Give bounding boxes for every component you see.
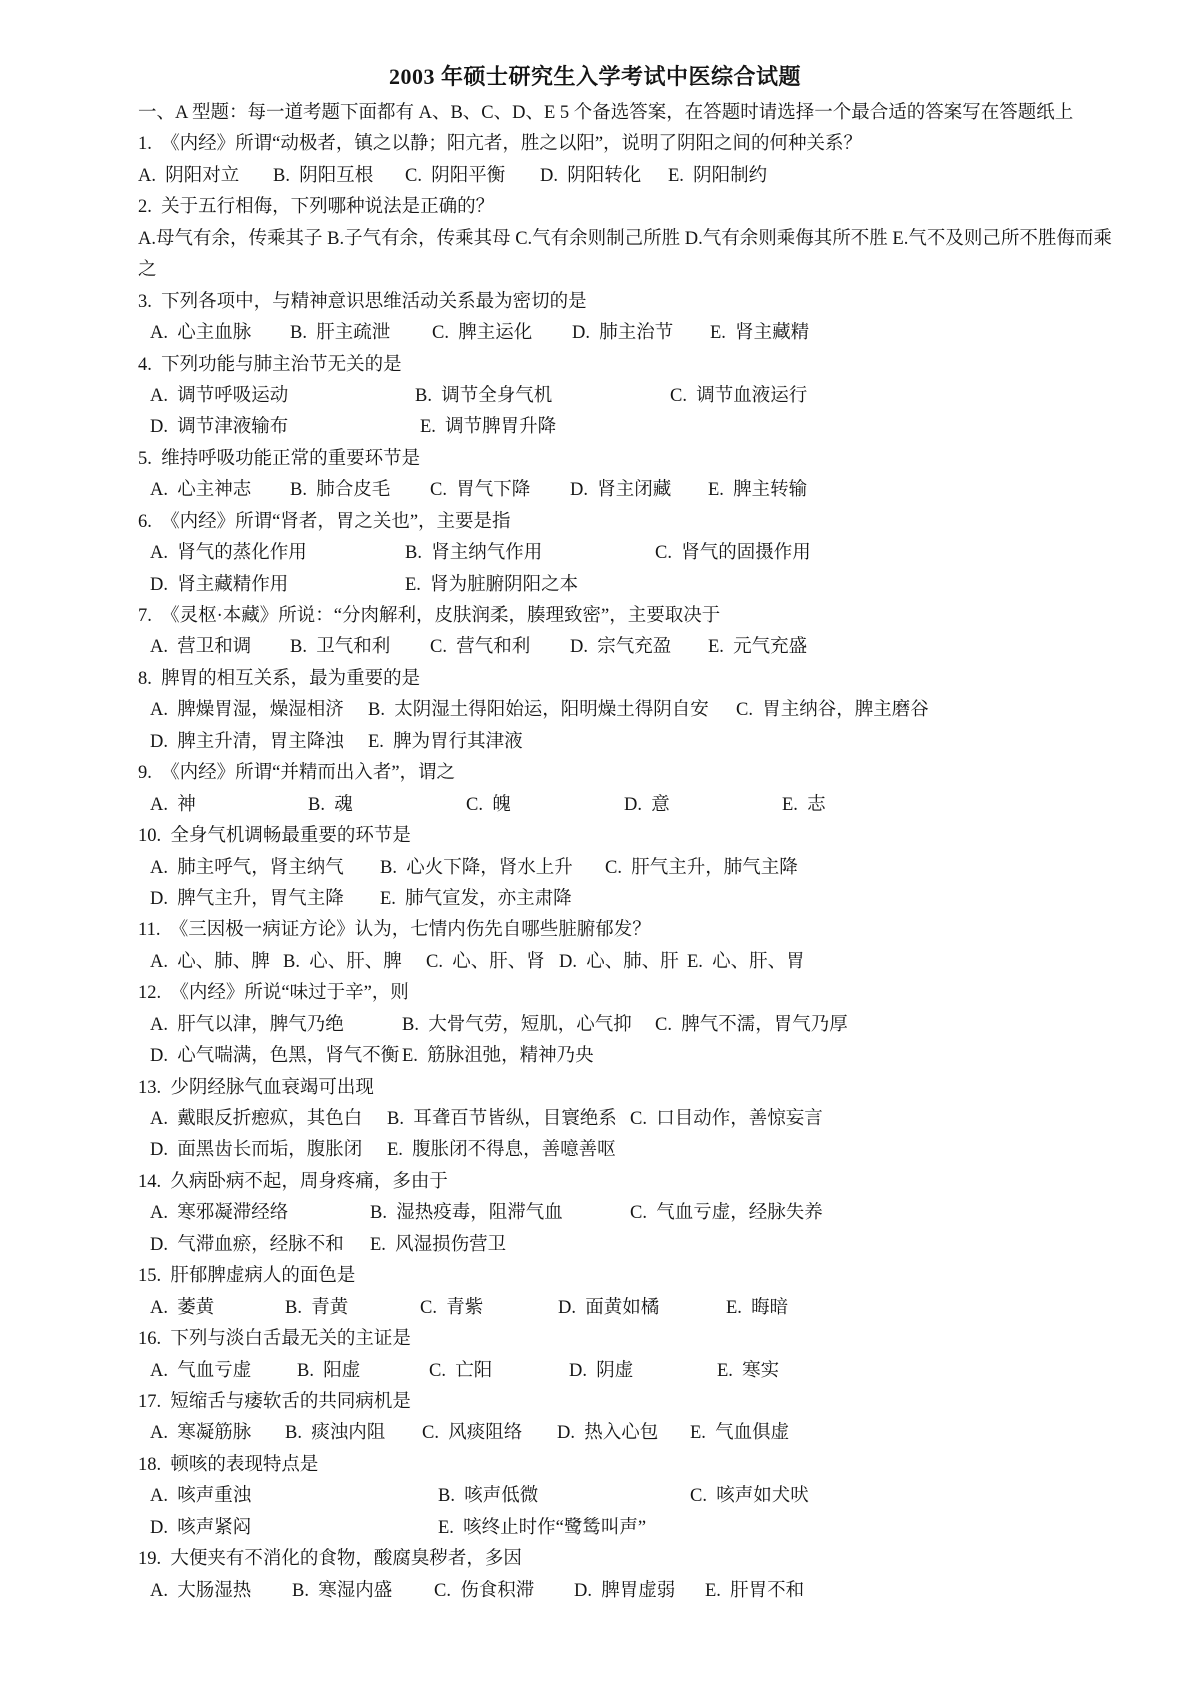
question-text: 13. 少阴经脉气血衰竭可出现 <box>138 1077 374 1098</box>
option-segment: D. 心、肺、肝 <box>559 951 679 972</box>
question-text: 16. 下列与淡白舌最无关的主证是 <box>138 1329 411 1350</box>
option-segment: A. 心主血脉 <box>150 323 252 344</box>
option-segment: E. 肝胃不和 <box>705 1580 805 1601</box>
option-line <box>138 1356 1150 1387</box>
option-segment: C. 肾气的固摄作用 <box>655 543 811 564</box>
option-segment: E. 肾为脏腑阴阳之本 <box>405 574 579 595</box>
question-text: 7. 《灵枢·本藏》所说：“分肉解利，皮肤润柔，腠理致密”，主要取决于 <box>138 606 721 626</box>
option-segment: D. 面黄如橘 <box>558 1297 660 1318</box>
option-segment: D. 咳声紧闷 <box>150 1517 252 1538</box>
option-segment: A. 寒凝筋脉 <box>150 1423 252 1444</box>
option-segment: B. 湿热疫毒，阻滞气血 <box>370 1203 563 1224</box>
option-segment: A. 神 <box>150 794 196 815</box>
option-line <box>138 161 1150 192</box>
option-segment: A. 咳声重浊 <box>150 1486 252 1507</box>
question-text: 6. 《内经》所谓“肾者，胃之关也”，主要是指 <box>138 511 511 532</box>
question-list <box>138 129 1150 1607</box>
question-text: 3. 下列各项中，与精神意识思维活动关系最为密切的是 <box>138 291 587 312</box>
option-segment: E. 腹胀闭不得息，善噫善呕 <box>387 1140 616 1161</box>
option-line <box>138 947 1150 978</box>
option-segment: C. 魄 <box>466 794 511 815</box>
option-segment: B. 青黄 <box>285 1297 349 1318</box>
option-line <box>138 381 1150 412</box>
option-line <box>138 1041 1150 1072</box>
page-title: 2003 年硕士研究生入学考试中医综合试题 <box>388 64 801 89</box>
option-line <box>138 853 1150 884</box>
option-segment: B. 肾主纳气作用 <box>405 543 543 564</box>
option-segment: D. 阴虚 <box>569 1360 634 1381</box>
question-text: 4. 下列功能与肺主治节无关的是 <box>138 354 402 375</box>
option-segment: E. 寒实 <box>717 1360 780 1381</box>
question-text: 15. 肝郁脾虚病人的面色是 <box>138 1266 356 1287</box>
option-segment: A.母气有余，传乘其子 B.子气有余，传乘其母 C.气有余则制己所胜 D.气有余则乘侮其所不胜 E.气不及则己所不胜侮而乘 <box>138 228 1112 249</box>
option-segment: A. 心主神志 <box>150 480 252 501</box>
option-segment: C. 肝气主升，肺气主降 <box>605 857 798 878</box>
question-text: 1. 《内经》所谓“动极者，镇之以静；阳亢者，胜之以阳”，说明了阴阳之间的何种关系？ <box>138 134 863 155</box>
option-segment: A. 寒邪凝滞经络 <box>150 1203 289 1224</box>
question-text: 19. 大便夹有不消化的食物，酸腐臭秽者，多因 <box>138 1549 522 1570</box>
option-segment: E. 脾为胃行其津液 <box>368 731 523 752</box>
option-segment: B. 大骨气劳，短肌，心气抑 <box>402 1014 632 1035</box>
option-segment: C. 亡阳 <box>429 1360 493 1381</box>
option-line <box>138 475 1150 506</box>
option-line <box>138 318 1150 349</box>
option-segment: E. 调节脾胃升降 <box>420 417 557 438</box>
option-segment: E. 气血俱虚 <box>690 1423 790 1444</box>
option-segment: D. 调节津液输布 <box>150 417 289 438</box>
option-line <box>138 1135 1150 1166</box>
option-segment: A. 肺主呼气，肾主纳气 <box>150 857 344 878</box>
option-segment: C. 风痰阻络 <box>422 1423 523 1444</box>
option-segment: D. 肺主治节 <box>572 323 674 344</box>
question-text: 2. 关于五行相侮，下列哪种说法是正确的？ <box>138 197 495 218</box>
option-line <box>138 1230 1150 1261</box>
option-line <box>138 1010 1150 1041</box>
option-segment: D. 肾主藏精作用 <box>150 574 289 595</box>
option-line <box>138 1198 1150 1229</box>
question-text: 12. 《内经》所说“味过于辛”，则 <box>138 983 409 1004</box>
exam-content <box>0 98 1190 1607</box>
option-segment: B. 调节全身气机 <box>415 385 553 406</box>
option-segment: D. 脾气主升，胃气主降 <box>150 888 344 909</box>
option-segment: B. 咳声低微 <box>438 1486 539 1507</box>
option-segment: B. 心、肝、脾 <box>283 951 402 972</box>
option-segment: D. 心气喘满，色黑，肾气不衡 <box>150 1046 400 1067</box>
option-segment: D. 宗气充盈 <box>570 637 672 658</box>
option-segment: D. 气滞血瘀，经脉不和 <box>150 1234 344 1255</box>
option-segment: C. 心、肝、肾 <box>426 951 545 972</box>
option-segment: E. 脾主转输 <box>708 480 808 501</box>
question-text: 17. 短缩舌与痿软舌的共同病机是 <box>138 1391 411 1412</box>
option-line <box>138 1576 1150 1607</box>
option-line <box>138 1293 1150 1324</box>
option-line <box>138 1513 1150 1544</box>
option-segment: E. 风湿损伤营卫 <box>370 1234 507 1255</box>
option-segment: C. 气血亏虚，经脉失养 <box>630 1203 823 1224</box>
option-segment: C. 咳声如犬吠 <box>690 1486 809 1507</box>
option-segment: C. 阴阳平衡 <box>405 165 506 186</box>
option-segment: B. 肝主疏泄 <box>290 323 391 344</box>
option-line <box>138 632 1150 663</box>
option-segment: B. 耳聋百节皆纵，目寰绝系 <box>387 1109 617 1129</box>
option-segment: E. 阴阳制约 <box>668 165 768 186</box>
option-segment: C. 胃主纳谷，脾主磨谷 <box>736 700 929 721</box>
option-segment: A. 肝气以津，脾气乃绝 <box>150 1014 344 1035</box>
option-segment: E. 咳终止时作“鹭鸶叫声” <box>438 1517 647 1538</box>
question-text: 5. 维持呼吸功能正常的重要环节是 <box>138 448 421 469</box>
option-line <box>138 790 1150 821</box>
section-instruction: 一、A 型题：每一道考题下面都有 A、B、C、D、E 5 个备选答案，在答题时请选择一个最合适的答案写在答题纸上 <box>138 103 1074 123</box>
option-line <box>138 1481 1150 1512</box>
option-segment: B. 魂 <box>308 794 353 815</box>
question-text: 18. 顿咳的表现特点是 <box>138 1454 319 1475</box>
option-segment: E. 晦暗 <box>726 1297 789 1318</box>
option-line <box>138 1104 1150 1135</box>
option-segment: 之 <box>138 260 157 281</box>
option-segment: B. 阳虚 <box>297 1360 361 1381</box>
option-segment: A. 气血亏虚 <box>150 1360 252 1381</box>
question-text: 8. 脾胃的相互关系，最为重要的是 <box>138 668 421 689</box>
option-segment: A. 萎黄 <box>150 1297 215 1318</box>
option-segment: D. 热入心包 <box>557 1423 659 1444</box>
option-segment: B. 心火下降，肾水上升 <box>380 857 573 878</box>
option-segment: C. 调节血液运行 <box>670 385 808 406</box>
question-text: 9. 《内经》所谓“并精而出入者”，谓之 <box>138 763 456 784</box>
option-segment: C. 胃气下降 <box>430 480 531 501</box>
option-line <box>138 224 1150 255</box>
option-segment: D. 脾胃虚弱 <box>574 1580 676 1601</box>
question-text: 14. 久病卧病不起，周身疼痛，多由于 <box>138 1171 448 1192</box>
option-segment: A. 调节呼吸运动 <box>150 385 289 406</box>
question-text: 11. 《三因极一病证方论》认为，七情内伤先自哪些脏腑郁发？ <box>138 920 651 941</box>
option-segment: D. 阴阳转化 <box>540 165 642 186</box>
option-segment: B. 太阴湿土得阳始运，阳明燥土得阴自安 <box>368 700 709 721</box>
option-segment: C. 伤食积滞 <box>434 1580 535 1601</box>
option-segment: D. 脾主升清，胃主降浊 <box>150 731 344 752</box>
option-segment: A. 脾燥胃湿，燥湿相济 <box>150 700 344 721</box>
option-line <box>138 538 1150 569</box>
option-segment: E. 元气充盛 <box>708 637 808 658</box>
option-segment: A. 大肠湿热 <box>150 1580 252 1601</box>
option-segment: C. 口目动作，善惊妄言 <box>630 1109 823 1129</box>
option-segment: D. 肾主闭藏 <box>570 480 672 501</box>
option-line <box>138 884 1150 915</box>
option-segment: A. 戴眼反折瘛疭，其色白 <box>150 1109 363 1129</box>
option-line <box>138 1418 1150 1449</box>
option-segment: C. 脾气不濡，胃气乃厚 <box>655 1014 848 1035</box>
option-line <box>138 412 1150 443</box>
option-segment: E. 筋脉沮弛，精神乃央 <box>402 1046 594 1067</box>
option-line <box>138 255 1150 286</box>
option-segment: B. 肺合皮毛 <box>290 480 391 501</box>
option-line <box>138 695 1150 726</box>
option-segment: D. 意 <box>624 794 670 815</box>
option-segment: E. 肺气宣发，亦主肃降 <box>380 888 572 909</box>
question-text: 10. 全身气机调畅最重要的环节是 <box>138 826 411 847</box>
option-segment: B. 卫气和利 <box>290 637 391 658</box>
option-segment: C. 脾主运化 <box>432 323 533 344</box>
option-segment: A. 肾气的蒸化作用 <box>150 543 307 564</box>
option-line <box>138 570 1150 601</box>
option-segment: E. 心、肝、胃 <box>687 951 805 972</box>
option-segment: B. 阴阳互根 <box>273 165 374 186</box>
option-segment: B. 痰浊内阻 <box>285 1423 386 1444</box>
option-segment: B. 寒湿内盛 <box>292 1580 393 1601</box>
option-segment: C. 青紫 <box>420 1297 484 1318</box>
option-segment: E. 肾主藏精 <box>710 323 810 344</box>
option-line <box>138 727 1150 758</box>
option-segment: E. 志 <box>782 794 826 815</box>
option-segment: A. 心、肺、脾 <box>150 951 270 972</box>
option-segment: D. 面黑齿长而垢，腹胀闭 <box>150 1140 363 1161</box>
option-segment: A. 阴阳对立 <box>138 165 240 186</box>
option-segment: A. 营卫和调 <box>150 637 252 658</box>
option-segment: C. 营气和利 <box>430 637 531 658</box>
